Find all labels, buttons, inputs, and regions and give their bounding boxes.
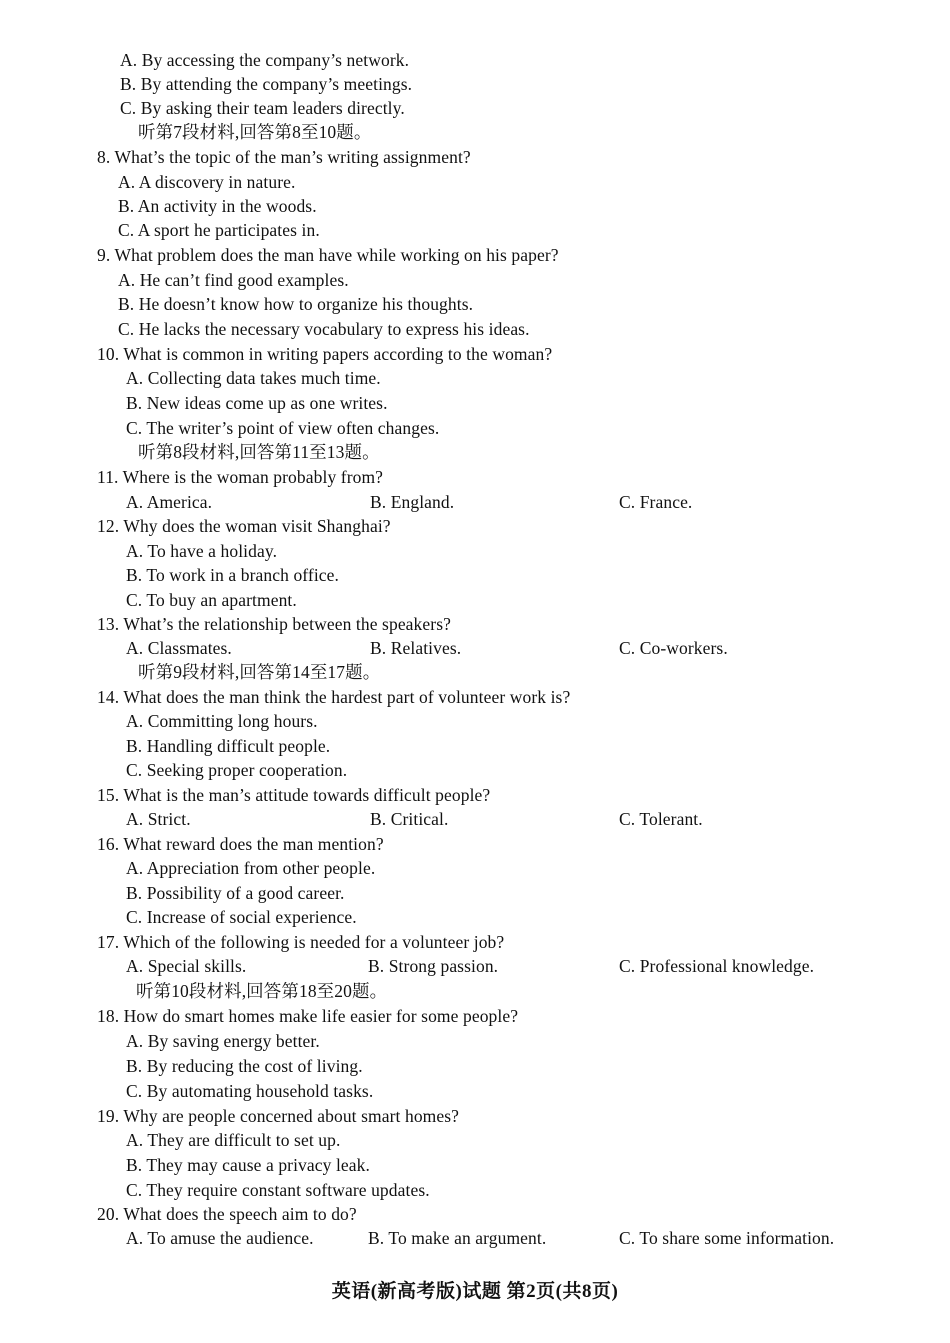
text-line: 14. What does the man think the hardest part of volunteer work is? (97, 687, 571, 707)
text-line: A. By saving energy better. (126, 1031, 320, 1051)
text-line: 15. What is the man’s attitude towards difficult people? (97, 785, 491, 805)
text-line: 听第8段材料,回答第11至13题。 (138, 442, 380, 462)
text-line: 11. Where is the woman probably from? (97, 467, 384, 487)
text-line: A. They are difficult to set up. (126, 1130, 341, 1150)
text-line: B. Critical. (370, 809, 449, 829)
text-line: A. To have a holiday. (126, 541, 278, 561)
text-line: C. The writer’s point of view often changes. (126, 418, 440, 438)
text-line: C. Tolerant. (619, 809, 703, 829)
text-line: A. He can’t find good examples. (118, 270, 349, 290)
text-line: 听第10段材料,回答第18至20题。 (136, 981, 388, 1001)
text-line: 10. What is common in writing papers according to the woman? (97, 344, 553, 364)
text-line: A. A discovery in nature. (118, 172, 296, 192)
text-line: 16. What reward does the man mention? (97, 834, 384, 854)
text-line: C. He lacks the necessary vocabulary to express his ideas. (118, 319, 530, 339)
text-line: A. Classmates. (126, 638, 232, 658)
text-line: A. By accessing the company’s network. (120, 50, 410, 70)
text-line: A. Collecting data takes much time. (126, 368, 381, 388)
text-line: B. He doesn’t know how to organize his thoughts. (118, 294, 474, 314)
page-footer: 英语(新高考版)试题 第2页(共8页) (331, 1281, 619, 1302)
text-line: A. America. (126, 492, 213, 512)
text-line: B. New ideas come up as one writes. (126, 393, 388, 413)
text-line: B. Relatives. (370, 638, 462, 658)
text-line: B. Handling difficult people. (126, 736, 331, 756)
text-line: C. To share some information. (619, 1228, 835, 1248)
text-line: 听第7段材料,回答第8至10题。 (138, 122, 372, 142)
text-line: C. By asking their team leaders directly. (120, 98, 405, 118)
text-line: C. By automating household tasks. (126, 1081, 374, 1101)
text-line: 8. What’s the topic of the man’s writing assignment? (97, 147, 471, 167)
text-line: A. Strict. (126, 809, 191, 829)
text-line: A. Special skills. (126, 956, 247, 976)
text-line: B. To make an argument. (368, 1228, 547, 1248)
text-line: 17. Which of the following is needed for a volunteer job? (97, 932, 505, 952)
text-line: B. An activity in the woods. (118, 196, 317, 216)
text-line: C. They require constant software updates. (126, 1180, 430, 1200)
text-line: 13. What’s the relationship between the speakers? (97, 614, 451, 634)
text-line: B. To work in a branch office. (126, 565, 340, 585)
text-line: B. By reducing the cost of living. (126, 1056, 363, 1076)
text-line: 18. How do smart homes make life easier for some people? (97, 1006, 519, 1026)
text-line: C. A sport he participates in. (118, 220, 320, 240)
text-line: 19. Why are people concerned about smart homes? (97, 1106, 460, 1126)
text-line: 12. Why does the woman visit Shanghai? (97, 516, 391, 536)
text-line: B. Possibility of a good career. (126, 883, 345, 903)
text-line: A. Appreciation from other people. (126, 858, 376, 878)
text-line: 20. What does the speech aim to do? (97, 1204, 357, 1224)
text-line: B. By attending the company’s meetings. (120, 74, 413, 94)
text-line: C. France. (619, 492, 693, 512)
text-line: B. They may cause a privacy leak. (126, 1155, 370, 1175)
text-line: B. Strong passion. (368, 956, 499, 976)
text-line: A. Committing long hours. (126, 711, 318, 731)
text-line: C. Professional knowledge. (619, 956, 815, 976)
text-line: 9. What problem does the man have while working on his paper? (97, 245, 559, 265)
text-line: B. England. (370, 492, 455, 512)
text-line: C. To buy an apartment. (126, 590, 297, 610)
text-line: A. To amuse the audience. (126, 1228, 314, 1248)
text-line: C. Co-workers. (619, 638, 728, 658)
text-line: C. Seeking proper cooperation. (126, 760, 348, 780)
text-line: 听第9段材料,回答第14至17题。 (138, 662, 381, 682)
text-line: C. Increase of social experience. (126, 907, 357, 927)
